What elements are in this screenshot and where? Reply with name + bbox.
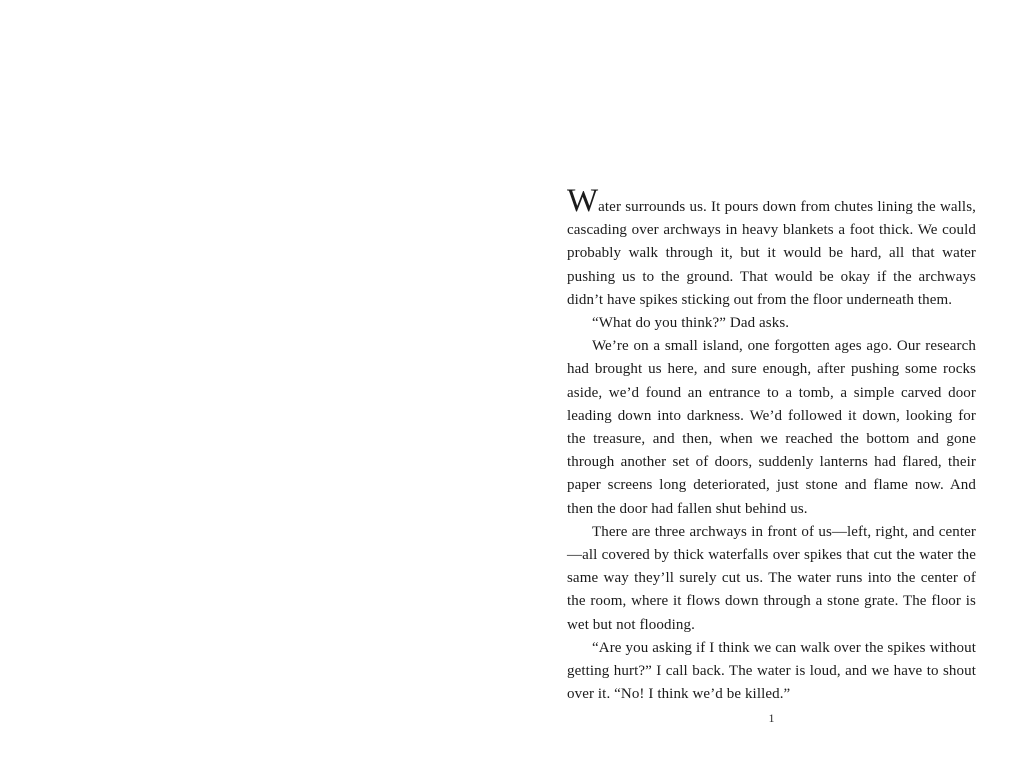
paragraph-opening xyxy=(567,183,976,312)
page-number: 1 xyxy=(768,711,775,725)
right-page xyxy=(510,0,1020,765)
paragraph-text: ater surrounds us. It pours down from chutes lining the walls, cascading over archways in heavy blankets a foot thick. We could probably walk through it, but it would be hard, all that water pushing us to the ground. That would be okay if the archways didn’t have spikes sticking out from the floor underneath them. xyxy=(567,199,976,308)
page-text-block xyxy=(567,183,976,706)
paragraph-dialogue-2: “Are you asking if I think we can walk over the spikes without getting hurt?” I call back. The water is loud, and we have to shout over it. “No! I think we’d be killed.” xyxy=(567,639,976,703)
raised-initial-cap: W xyxy=(567,183,599,219)
paragraph-island-backstory: We’re on a small island, one forgotten ages ago. Our research had brought us here, and sure enough, after pushing some rocks aside, we’d found an entrance to a tomb, a simple carved door leading down into darkness. We’d followed it down, looking for the treasure, and then, when we reached the bottom and gone through another set of doors, suddenly lanterns had flared, their paper screens long deteriorated, just stone and flame now. And then the door had fallen shut behind us. xyxy=(567,338,976,517)
paragraph-archways: There are three archways in front of us—left, right, and center—all covered by thick waterfalls over spikes that cut the water the same way they’ll surely cut us. The water runs into the center of the room, where it flows down through a stone grate. The floor is wet but not flooding. xyxy=(567,523,976,633)
paragraph-dialogue-1: “What do you think?” Dad asks. xyxy=(592,315,790,332)
